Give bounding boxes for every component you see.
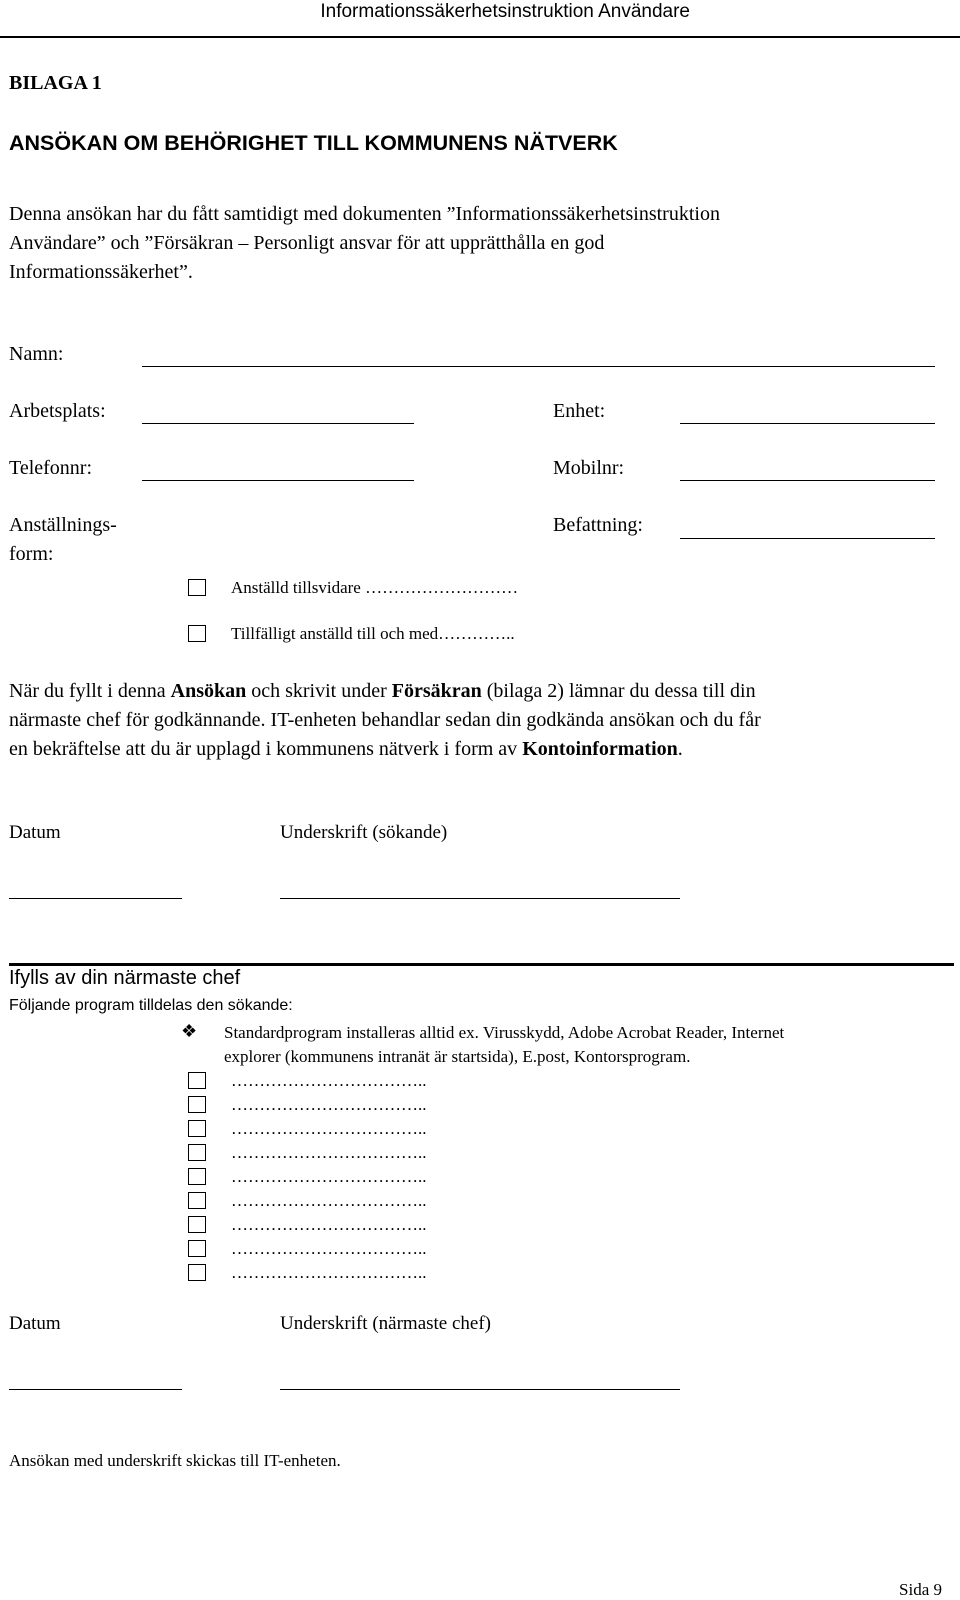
- phone-field[interactable]: [142, 480, 414, 481]
- program-checkbox-3[interactable]: [188, 1120, 206, 1137]
- manager-date-label: Datum: [9, 1313, 61, 1334]
- employment-label-2: form:: [9, 543, 54, 565]
- program-row-7: ……………………………..: [231, 1215, 427, 1234]
- program-row-1: ……………………………..: [231, 1071, 427, 1090]
- instruction-text-4: en bekräftelse att du är upplagd i kommunens nätverk i form av: [9, 738, 523, 760]
- name-label: Namn:: [9, 343, 64, 365]
- program-row-2: ……………………………..: [231, 1095, 427, 1114]
- manager-signature-field[interactable]: [280, 1389, 680, 1390]
- instruction-text-3: (bilaga 2) lämnar du dessa till din: [481, 680, 756, 702]
- program-row-4: ……………………………..: [231, 1143, 427, 1162]
- intro-line-1: Denna ansökan har du fått samtidigt med dokumenten ”Informationssäkerhetsinstruktion: [9, 203, 720, 225]
- program-checkbox-4[interactable]: [188, 1144, 206, 1161]
- manager-section-title: Ifylls av din närmaste chef: [9, 967, 241, 989]
- program-checkbox-5[interactable]: [188, 1168, 206, 1185]
- page-heading: ANSÖKAN OM BEHÖRIGHET TILL KOMMUNENS NÄTVERK: [9, 131, 618, 155]
- kontoinformation-emphasis: Kontoinformation: [522, 738, 678, 760]
- manager-section-rule: [9, 963, 954, 966]
- program-checkbox-8[interactable]: [188, 1240, 206, 1257]
- position-label: Befattning:: [553, 514, 643, 536]
- instruction-text-1: När du fyllt i denna: [9, 680, 171, 702]
- standard-programs-line-1: Standardprogram installeras alltid ex. Virusskydd, Adobe Acrobat Reader, Internet: [224, 1023, 785, 1042]
- position-field[interactable]: [680, 538, 935, 539]
- manager-section-subtitle: Följande program tilldelas den sökande:: [9, 997, 293, 1014]
- intro-line-2: Användare” och ”Försäkran – Personligt ansvar för att upprätthålla en god: [9, 232, 605, 254]
- instruction-text-5: .: [677, 738, 683, 760]
- program-checkbox-9[interactable]: [188, 1264, 206, 1281]
- header-rule: [0, 36, 960, 38]
- applicant-signature-label: Underskrift (sökande): [280, 822, 448, 843]
- workplace-label: Arbetsplats:: [9, 400, 106, 422]
- temporary-employment-checkbox[interactable]: [188, 625, 206, 642]
- unit-label: Enhet:: [553, 400, 606, 422]
- unit-field[interactable]: [680, 423, 935, 424]
- page-number: Sida 9: [899, 1580, 942, 1599]
- program-checkbox-7[interactable]: [188, 1216, 206, 1233]
- applicant-signature-field[interactable]: [280, 898, 680, 899]
- ansokan-emphasis: Ansökan: [170, 680, 247, 702]
- manager-signature-label: Underskrift (närmaste chef): [280, 1313, 492, 1334]
- permanent-employment-checkbox[interactable]: [188, 579, 206, 596]
- standard-programs-line-2: explorer (kommunens intranät är startsida), E.post, Kontorsprogram.: [224, 1047, 691, 1066]
- applicant-date-label: Datum: [9, 822, 61, 843]
- phone-label: Telefonnr:: [9, 457, 93, 479]
- header-title: Informationssäkerhetsinstruktion Användare: [320, 1, 690, 22]
- program-checkbox-1[interactable]: [188, 1072, 206, 1089]
- instruction-line-1: [9, 680, 756, 703]
- program-row-6: ……………………………..: [231, 1191, 427, 1210]
- program-row-9: ……………………………..: [231, 1263, 427, 1282]
- temporary-employment-label: Tillfälligt anställd till och med…………..: [231, 624, 515, 643]
- instruction-line-2: närmaste chef för godkännande. IT-enheten behandlar sedan din godkända ansökan och du får: [9, 709, 761, 731]
- program-checkbox-6[interactable]: [188, 1192, 206, 1209]
- footer-note: Ansökan med underskrift skickas till IT-enheten.: [9, 1451, 341, 1470]
- instruction-text-2: och skrivit under: [246, 680, 392, 702]
- appendix-label: BILAGA 1: [9, 72, 102, 94]
- mobile-field[interactable]: [680, 480, 935, 481]
- workplace-field[interactable]: [142, 423, 414, 424]
- forsakran-emphasis: Försäkran: [391, 680, 482, 702]
- applicant-date-field[interactable]: [9, 898, 182, 899]
- program-row-8: ……………………………..: [231, 1239, 427, 1258]
- name-field[interactable]: [142, 366, 935, 367]
- employment-label-1: Anställnings-: [9, 514, 117, 536]
- program-row-3: ……………………………..: [231, 1119, 427, 1138]
- manager-date-field[interactable]: [9, 1389, 182, 1390]
- instruction-line-3: [9, 738, 683, 761]
- mobile-label: Mobilnr:: [553, 457, 625, 479]
- program-checkbox-2[interactable]: [188, 1096, 206, 1113]
- permanent-employment-label: Anställd tillsvidare ………………………: [231, 578, 519, 597]
- diamond-bullet-icon: ❖: [181, 1021, 198, 1041]
- intro-line-3: Informationssäkerhet”.: [9, 261, 193, 283]
- program-row-5: ……………………………..: [231, 1167, 427, 1186]
